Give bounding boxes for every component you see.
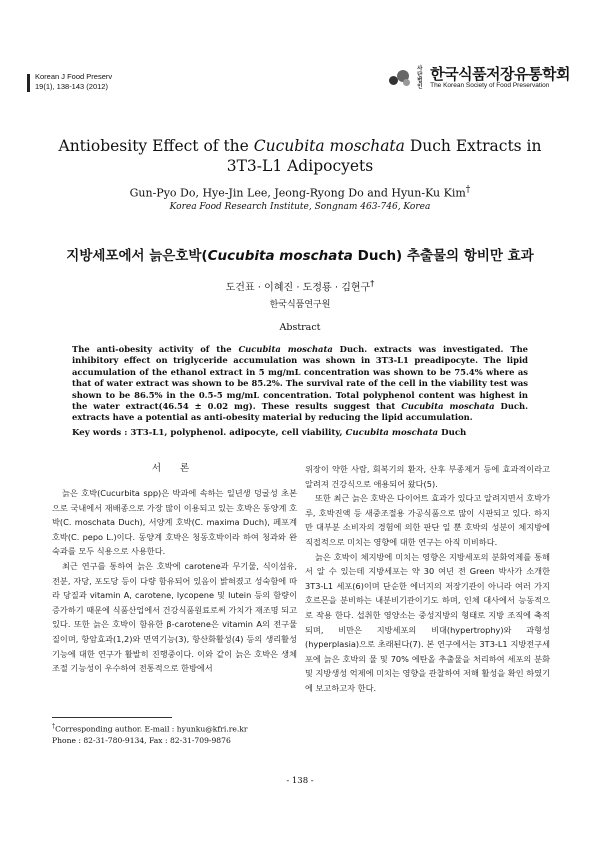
footnote-divider — [52, 717, 172, 718]
society-name-english: The Korean Society of Food Preservation — [430, 82, 550, 89]
paragraph: 늙은 호박(Cucurbita spp)은 박과에 속하는 일년생 덩굴성 초본으로 국내에서 재배종으로 가장 많이 이용되고 있는 호박은 동양계 호박(C. moschata Duch), 서양계 호박(C. maxima Duch), 페포계 호박(C. pepo L.)이다. 동양계 호박은 청동호박이라 하여 청과와 완숙과를 모두 식용으로 사용한다. — [52, 488, 297, 557]
body-column-left — [52, 462, 297, 676]
footnote-email: Corresponding author. E-mail : hyunku@kfri.re.kr — [55, 724, 248, 734]
affiliation-korean: 한국식품연구원 — [269, 300, 331, 310]
keywords: Key words : 3T3-L1, polyphenol. adipocyte, cell viability, Cucubita moschata Duch — [72, 428, 467, 438]
corresponding-mark: † — [465, 184, 471, 195]
paragraph: 늙은 호박이 체지방에 미치는 영향은 지방세포의 분화억제를 통해서 알 수 있는데 지방세포는 약 30 여년 전 Green 박사가 소개한 3T3-L1 세포(6)이며 단순한 에너지의 저장기관이 아니라 여러 가지 호르몬을 분비하는 내분비기관이기도 하며, 인체 대사에서 능동적으로 작용 한다. 섭취한 영양소는 중성지방의 형태로 지방 조직에 축적되며, 비만은 지방세포의 비대(hypertrophy)와 과형성(hyperplasia)으로 초래된다(7). 본 연구에서는 3T3-L1 지방전구세포에 늙은 호박의 물 및 70% 에탄올 추출물을 처리하여 세포의 분화 및 지방생성 억제에 미치는 영향을 관찰하여 저해 활성을 확인 하였기에 보고하고자 한다. — [305, 551, 550, 693]
authors-korean: 도건표 · 이혜진 · 도정룡 · 김현구† — [225, 278, 375, 294]
affiliation-english: Korea Food Research Institute, Songnam 463-746, Korea — [169, 202, 431, 212]
footnote-phone: Phone : 82-31-780-9134, Fax : 82-31-709-9876 — [52, 735, 231, 745]
section-title-introduction: 서 론 — [151, 463, 198, 474]
society-name-korean: 한국식품저장유통학회 — [430, 65, 570, 83]
journal-volume: 19(1), 138-143 (2012) — [35, 81, 108, 91]
paragraph: 위장이 약한 사람, 회복기의 환자, 산후 부종제거 등에 효과적이라고 알려져 건강식으로 애용되어 왔다(5). — [305, 464, 550, 489]
paper-title-english: Antiobesity Effect of the Cucubita moschata Duch Extracts in 3T3-L1 Adipocyets — [58, 137, 542, 175]
journal-citation — [35, 72, 112, 91]
abstract-heading: Abstract — [279, 322, 321, 333]
footnote: †Corresponding author. E-mail : hyunku@kfri.re.kr Phone : 82-31-780-9134, Fax : 82-31-709-9876 — [52, 723, 248, 745]
abstract-body: The anti-obesity activity of the Cucubita moschata Duch. extracts was investigated. The inhibitory effect on triglyceride accumulation was shown in 3T3-L1 preadipocyte. The lipid accumulation of the ethanol extract in 5 mg/mL concentration was shown to be 75.4% where as that of water extract was shown to be 85.2%. The survival rate of the cell in the viability test was shown to be 86.5% in the 0.5-5 mg/mL concentration. Total polyphenol content was highest in the water extract(46.54 ± 0.02 mg). These results suggest that Cucubita moschata Duch. extracts have a potential as anti-obesity material by reducing the lipid accumulation. — [72, 344, 529, 423]
paragraph: 또한 최근 늙은 호박은 다이어트 효과가 있다고 알려지면서 호박가루, 호박진액 등 새중조절용 가공식품으로 많이 시판되고 있다. 하지만 대부분 소비자의 경험에 의한 판단 일 뿐 호박의 성분이 체지방에 직접적으로 미치는 영향에 대한 연구는 아직 미비하다. — [305, 493, 550, 547]
paragraph: 최근 연구를 통하여 늙은 호박에 carotene과 무기물, 식이섬유, 전분, 자당, 포도당 등이 다량 함유되어 있음이 밝혀졌고 성숙함에 따라 당질과 vitamin A, carotene, lycopene 및 lutein 등의 함량이 증가하기 때문에 식품산업에서 건강식품원료로써 가치가 재조명 되고 있다. 또한 늙은 호박이 함유한 β-carotene은 vitamin A의 전구물질이며, 항암효과(1,2)와 면역기능(3), 항산화활성(4) 등의 생리활성기능에 대한 연구가 활발히 진행중이다. 이와 같이 늙은 호박은 생체조절 기능성이 우수하여 전통적으로 한방에서 — [52, 560, 297, 674]
journal-name: Korean J Food Preserv — [35, 72, 113, 81]
society-type-label: 사단법인 — [417, 66, 423, 90]
society-header — [387, 66, 570, 90]
authors-english: Gun-Pyo Do, Hye-Jin Lee, Jeong-Ryong Do and Hyun-Ku Kim† — [129, 184, 471, 200]
paper-title-korean: 지방세포에서 늙은호박(Cucubita moschata Duch) 추출물의 항비만 효과 — [66, 248, 534, 264]
society-logo-icon — [387, 68, 413, 88]
page-number: - 138 - — [286, 776, 314, 786]
body-column-right — [305, 462, 550, 696]
